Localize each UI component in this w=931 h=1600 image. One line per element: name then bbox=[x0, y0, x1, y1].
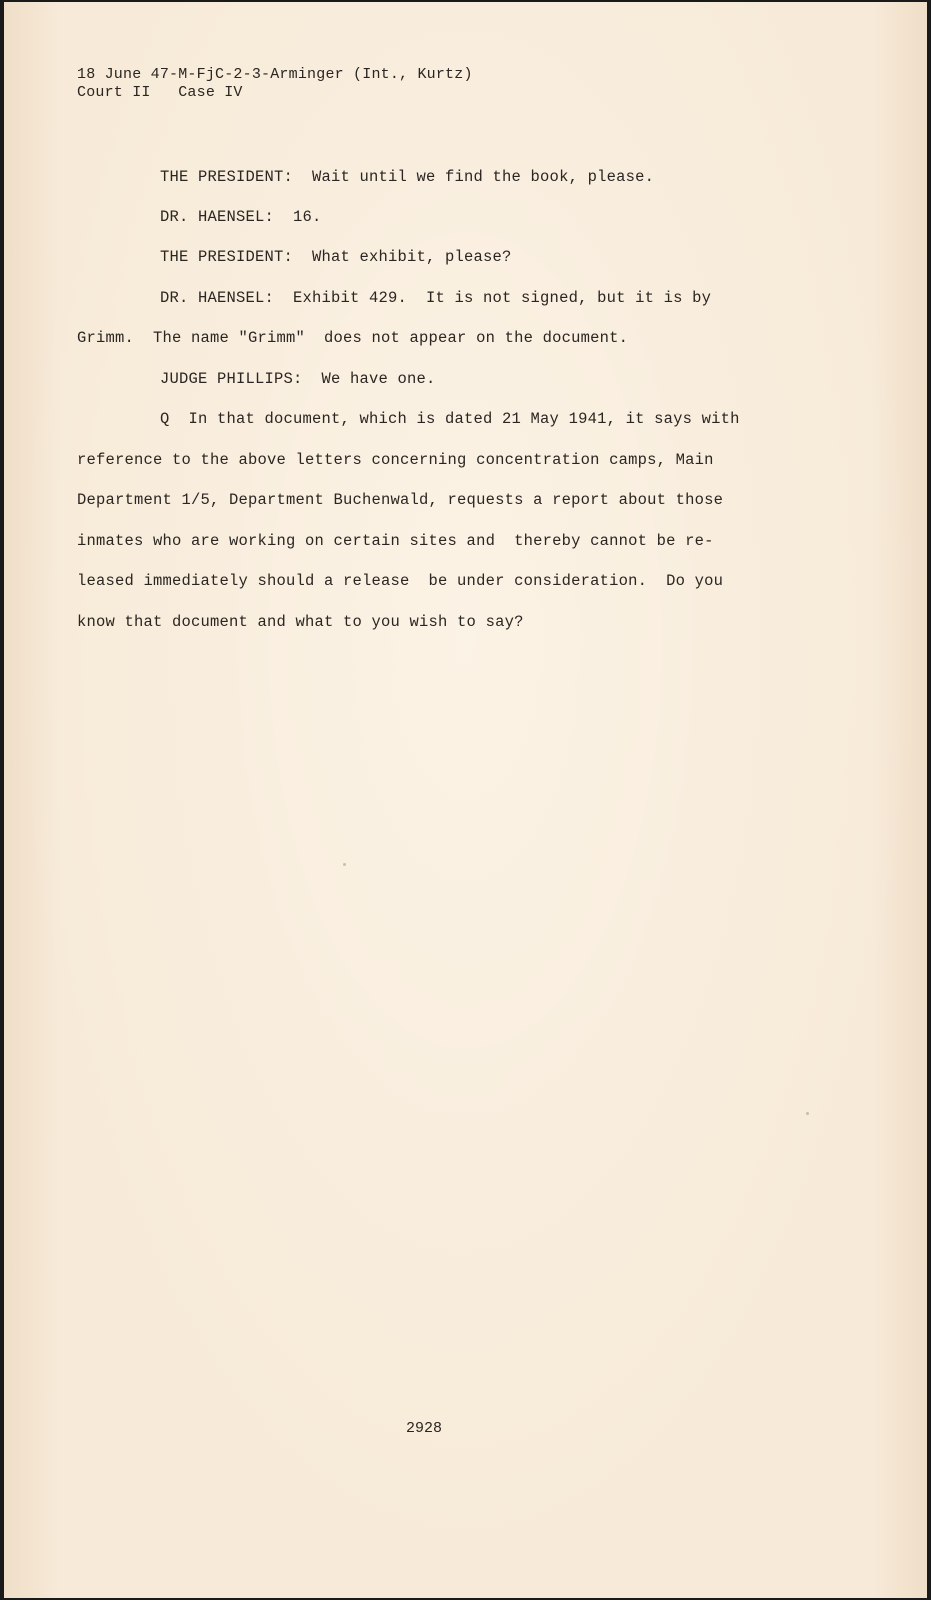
paper-speck bbox=[806, 1112, 809, 1115]
transcript-line-haensel-2a: DR. HAENSEL: Exhibit 429. It is not signed, but it is by bbox=[160, 289, 712, 307]
header-line-2: Court II Case IV bbox=[77, 84, 243, 101]
transcript-line-question-5: leased immediately should a release be under consideration. Do you bbox=[77, 572, 724, 590]
transcript-line-phillips: JUDGE PHILLIPS: We have one. bbox=[160, 370, 436, 388]
paper-speck bbox=[343, 863, 346, 866]
transcript-line-question-4: inmates who are working on certain sites and thereby cannot be re- bbox=[77, 532, 714, 550]
transcript-line-haensel-2b: Grimm. The name "Grimm" does not appear on the document. bbox=[77, 329, 629, 347]
page-number: 2928 bbox=[405, 1420, 442, 1437]
transcript-line-haensel-1: DR. HAENSEL: 16. bbox=[160, 208, 322, 226]
document-page bbox=[4, 2, 927, 1598]
transcript-line-president-1: THE PRESIDENT: Wait until we find the book, please. bbox=[160, 168, 655, 186]
transcript-line-question-3: Department 1/5, Department Buchenwald, requests a report about those bbox=[77, 491, 724, 509]
transcript-line-question-6: know that document and what to you wish to say? bbox=[77, 613, 524, 631]
transcript-line-president-2: THE PRESIDENT: What exhibit, please? bbox=[160, 248, 512, 266]
transcript-line-question-1: Q In that document, which is dated 21 May 1941, it says with bbox=[160, 410, 740, 428]
transcript-line-question-2: reference to the above letters concerning concentration camps, Main bbox=[77, 451, 714, 469]
header-line-1: 18 June 47-M-FjC-2-3-Arminger (Int., Kurtz) bbox=[77, 66, 473, 83]
